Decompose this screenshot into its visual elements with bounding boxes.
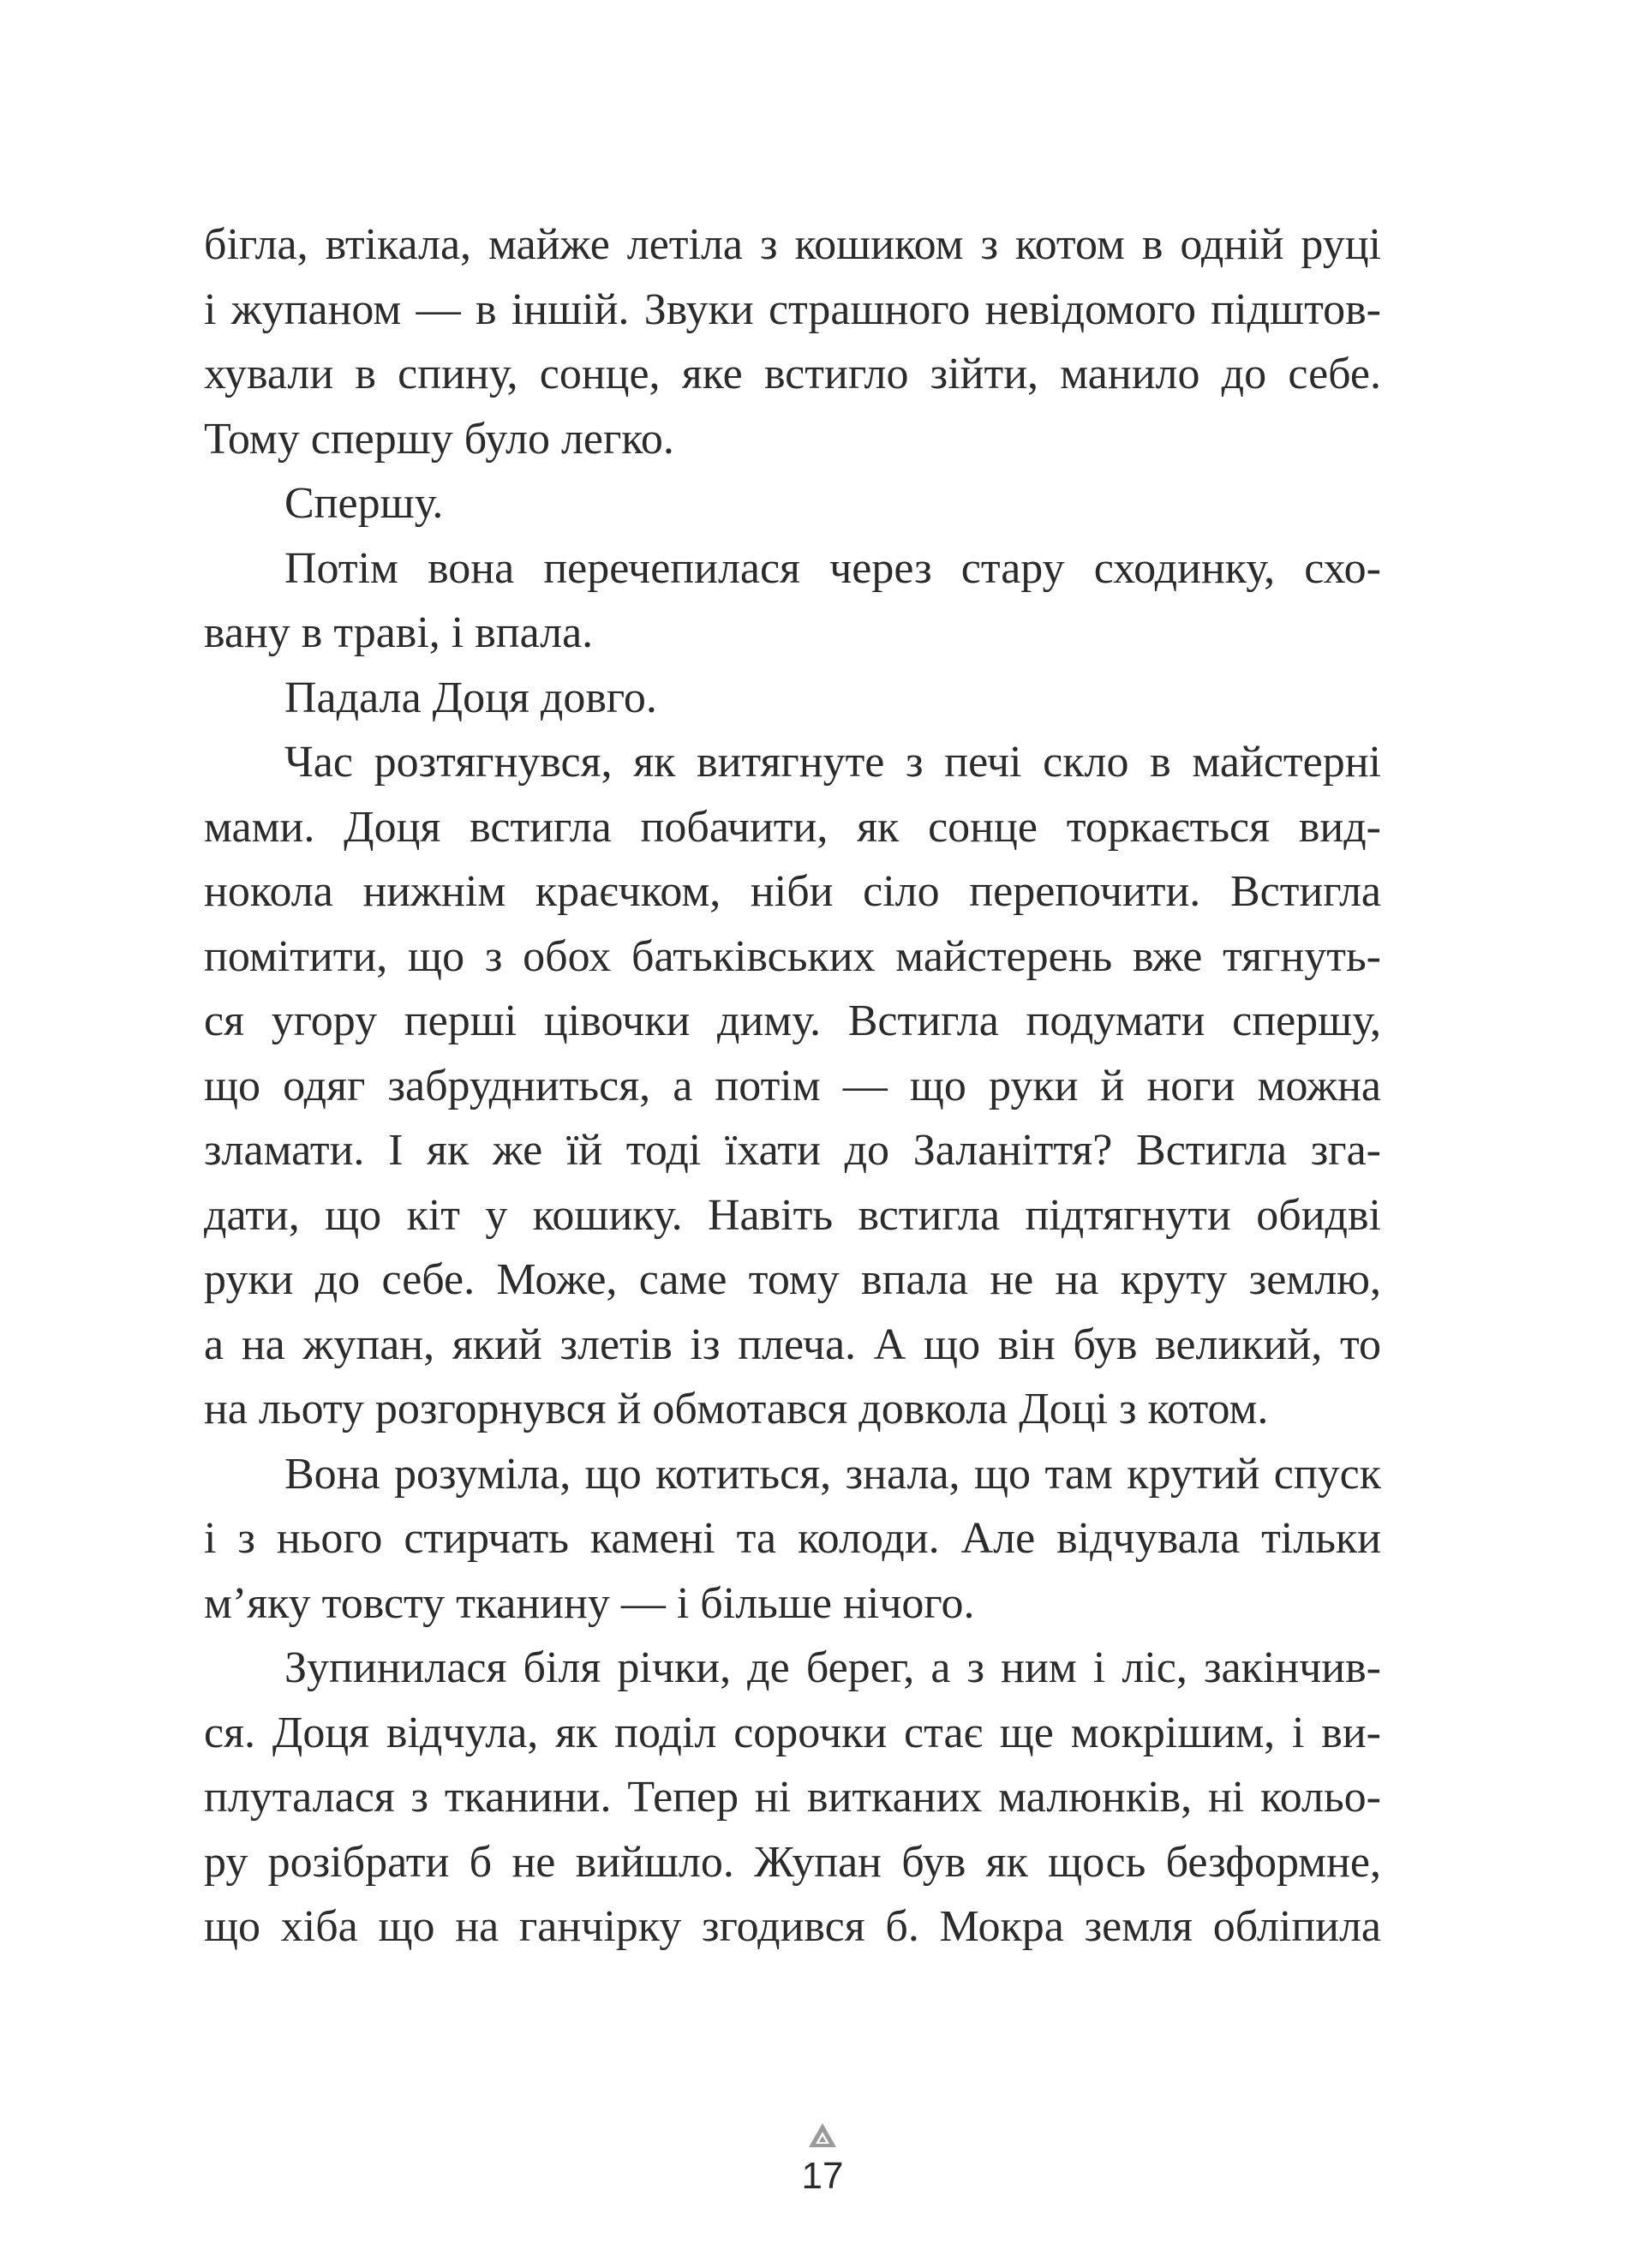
page-number: 17 <box>801 2155 844 2197</box>
text-line: і з нього стирчать камені та колоди. Але відчувала тільки <box>204 1514 1381 1563</box>
text-line: Спершу. <box>284 479 444 528</box>
text-line: помітити, що з обох батьківських майстерень вже тягнуть- <box>204 931 1381 981</box>
text-line: що одяг забрудниться, а потім — що руки й ноги можна <box>204 1061 1381 1110</box>
text-line: Падала Доця довго. <box>284 673 657 722</box>
text-line: ся угору перші цівочки диму. Встигла подумати спершу, <box>204 996 1381 1045</box>
text-line: хували в спину, сонце, яке встигло зійти, манило до себе. <box>204 350 1381 398</box>
text-line: мами. Доця встигла побачити, як сонце торкається вид- <box>204 802 1381 852</box>
text-line: а на жупан, який злетів із плеча. А що він був великий, то <box>204 1320 1381 1369</box>
text-line: м’яку товсту тканину — і більше нічого. <box>204 1578 975 1628</box>
text-line: Вона розуміла, що котиться, знала, що там крутий спуск <box>284 1449 1381 1499</box>
text-line: Зупинилася біля річки, де берег, а з ним і ліс, закінчив- <box>284 1643 1381 1692</box>
page-footer <box>0 2121 1645 2199</box>
text-line: Тому спершу було легко. <box>204 414 674 464</box>
text-line: бігла, втікала, майже летіла з кошиком з котом в одній руці <box>204 220 1381 269</box>
text-line: ся. Доця відчула, як поділ сорочки стає ще мокрішим, і ви- <box>204 1708 1381 1757</box>
text-line: на льоту розгорнувся й обмотався довкола Доці з котом. <box>204 1385 1269 1433</box>
text-line: і жупаном — в іншій. Звуки страшного невідомого підштов- <box>204 284 1381 334</box>
text-line: що хіба що на ганчірку згодився б. Мокра земля обліпила <box>204 1902 1381 1951</box>
text-line: Потім вона перечепилася через стару сходинку, схо- <box>284 543 1381 593</box>
text-line: нокола нижнім краєчком, ніби сіло перепочити. Встигла <box>204 867 1381 916</box>
text-line: Час розтягнувся, як витягнуте з печі скло в майстерні <box>284 738 1381 787</box>
text-line: вану в траві, і впала. <box>204 608 594 657</box>
text-line: дати, що кіт у кошику. Навіть встигла підтягнути обидві <box>204 1190 1381 1240</box>
triangle-ornament-icon <box>807 2121 838 2149</box>
body-text <box>204 212 1381 1960</box>
text-line: ру розібрати б не вийшло. Жупан був як щось безформне, <box>204 1837 1381 1887</box>
text-line: зламати. І як же їй тоді їхати до Заланіття? Встигла зга- <box>204 1126 1381 1175</box>
text-line: руки до себе. Може, саме тому впала не на круту землю, <box>204 1255 1381 1304</box>
text-line: плуталася з тканини. Тепер ні витканих малюнків, ні кольо- <box>204 1773 1381 1822</box>
